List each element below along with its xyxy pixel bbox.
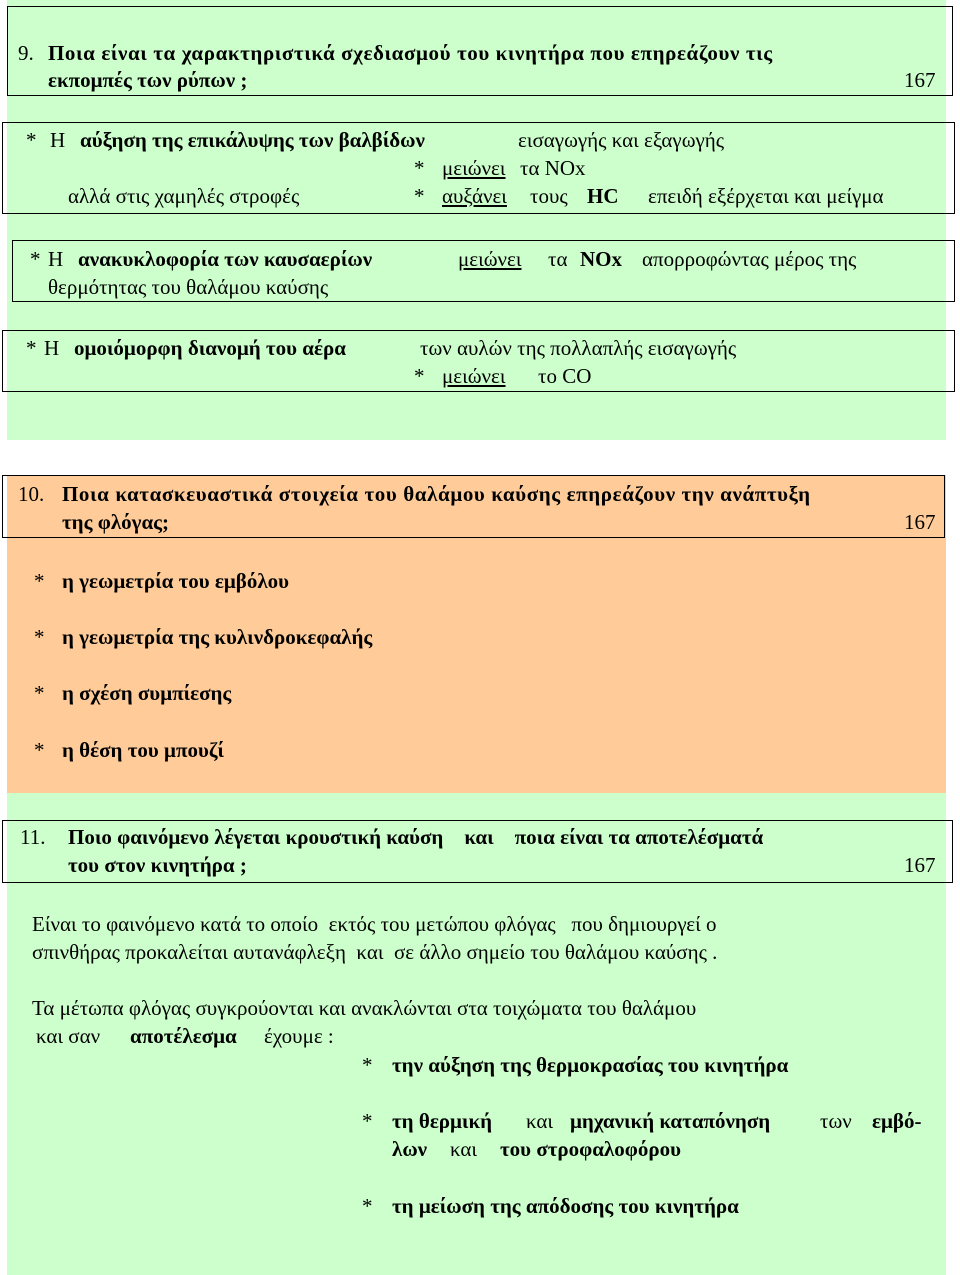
q11-paragraph1-line1: Είναι το φαινόμενο κατά το οποίο εκτός του μετώπου φλόγας που δημιουργεί ο xyxy=(32,912,717,936)
q11-title-line2: του στον κινητήρα ; xyxy=(68,853,247,877)
q9-title-line2: εκπομπές των ρύπων ; xyxy=(48,68,248,92)
q9-item1-sub2-lead: αλλά στις χαμηλές στροφές xyxy=(68,184,300,208)
q9-item2-h: Η xyxy=(48,247,64,271)
q11-paragraph2-line1: Τα μέτωπα φλόγας συγκρούονται και ανακλώνται στα τοιχώματα του θαλάμου xyxy=(32,996,697,1020)
q9-item1-sub2-hc: HC xyxy=(587,184,619,208)
q9-item2-nox: NOx xyxy=(580,247,622,271)
q9-item1-star: * xyxy=(26,128,37,152)
q9-item2-bold: ανακυκλοφορία των καυσαερίων xyxy=(78,247,373,271)
q10-answer-star: * xyxy=(34,738,45,762)
q9-item3-sub-underlined: μειώνει xyxy=(442,364,506,388)
q9-item1-sub1-rest: τα NOx xyxy=(520,156,586,180)
q11-result2-e: εμβό- xyxy=(872,1109,922,1133)
q9-item1-sub2-rest: επειδή εξέρχεται και μείγμα xyxy=(648,184,884,208)
q10-answer-star: * xyxy=(34,569,45,593)
q11-result2-b: και xyxy=(526,1109,554,1133)
q9-item3-sub-rest: το CO xyxy=(538,364,592,388)
q9-number: 9. xyxy=(18,41,34,65)
q11-paragraph2-line2-bold: αποτέλεσμα xyxy=(130,1024,237,1048)
q10-answer: η σχέση συμπίεσης xyxy=(62,681,232,705)
q10-answer: η θέση του μπουζί xyxy=(62,738,225,762)
q11-result2-a: τη θερμική xyxy=(392,1109,493,1133)
q9-page-number: 167 xyxy=(904,68,936,92)
q11-result1: την αύξηση της θερμοκρασίας του κινητήρα xyxy=(392,1053,789,1077)
q9-item1-sub2-underlined: αυξάνει xyxy=(442,184,507,208)
q9-item2-rest: απορροφώντας μέρος της xyxy=(642,247,857,271)
q11-paragraph1-line2: σπινθήρας προκαλείται αυτανάφλεξη και σε άλλο σημείο του θαλάμου καύσης . xyxy=(32,940,718,964)
q9-item1-sub2-mid: τους xyxy=(530,184,568,208)
q9-title-line1: Ποια είναι τα χαρακτηριστικά σχεδιασμού του κινητήρα που επηρεάζουν τις xyxy=(48,41,773,65)
q9-item3-sub-star: * xyxy=(414,364,425,388)
q11-result3: τη μείωση της απόδοσης του κινητήρα xyxy=(392,1194,739,1218)
q10-page-number: 167 xyxy=(904,510,936,534)
q11-result2-line2-b: και xyxy=(450,1137,478,1161)
q10-answer-star: * xyxy=(34,625,45,649)
q9-item1-sub2-star: * xyxy=(414,184,425,208)
q9-item3-rest: των αυλών της πολλαπλής εισαγωγής xyxy=(420,336,737,360)
q11-result1-star: * xyxy=(362,1053,373,1077)
q11-paragraph2-line2a: και σαν xyxy=(36,1024,101,1048)
q9-item1-bold: αύξηση της επικάλυψης των βαλβίδων xyxy=(80,128,425,152)
q11-paragraph2-line2b: έχουμε : xyxy=(264,1024,334,1048)
q11-result2-line2-a: λων xyxy=(392,1137,428,1161)
q11-number: 11. xyxy=(20,825,46,849)
q10-title-line2: της φλόγας; xyxy=(62,510,170,534)
q11-title-line1: Ποιο φαινόμενο λέγεται κρουστική καύση και ποια είναι τα αποτελέσματά xyxy=(68,825,764,849)
q9-item2-underlined: μειώνει xyxy=(458,247,522,271)
q11-result2-star: * xyxy=(362,1109,373,1133)
q9-item1-rest: εισαγωγής και εξαγωγής xyxy=(518,128,725,152)
q10-answer-star: * xyxy=(34,681,45,705)
q9-item1-sub1-underlined: μειώνει xyxy=(442,156,506,180)
q11-page-number: 167 xyxy=(904,853,936,877)
q11-result2-c: μηχανική καταπόνηση xyxy=(570,1109,771,1133)
q10-number: 10. xyxy=(18,482,45,506)
q10-title-line1: Ποια κατασκευαστικά στοιχεία του θαλάμου καύσης επηρεάζουν την ανάπτυξη xyxy=(62,482,811,506)
q9-item3-h: Η xyxy=(44,336,60,360)
q9-item2-star: * xyxy=(30,247,41,271)
q9-item2-line2: θερμότητας του θαλάμου καύσης xyxy=(48,275,329,299)
q11-result2-d: των xyxy=(820,1109,852,1133)
q9-item1-h: Η xyxy=(50,128,66,152)
q9-item2-ta: τα xyxy=(548,247,568,271)
q9-item3-star: * xyxy=(26,336,37,360)
q11-result2-line2-c: του στροφαλοφόρου xyxy=(500,1137,682,1161)
q11-result3-star: * xyxy=(362,1194,373,1218)
q9-item1-sub1-star: * xyxy=(414,156,425,180)
q10-answer: η γεωμετρία του εμβόλου xyxy=(62,569,290,593)
q10-answer: η γεωμετρία της κυλινδροκεφαλής xyxy=(62,625,373,649)
q9-item3-bold: ομοιόμορφη διανομή του αέρα xyxy=(74,336,346,360)
